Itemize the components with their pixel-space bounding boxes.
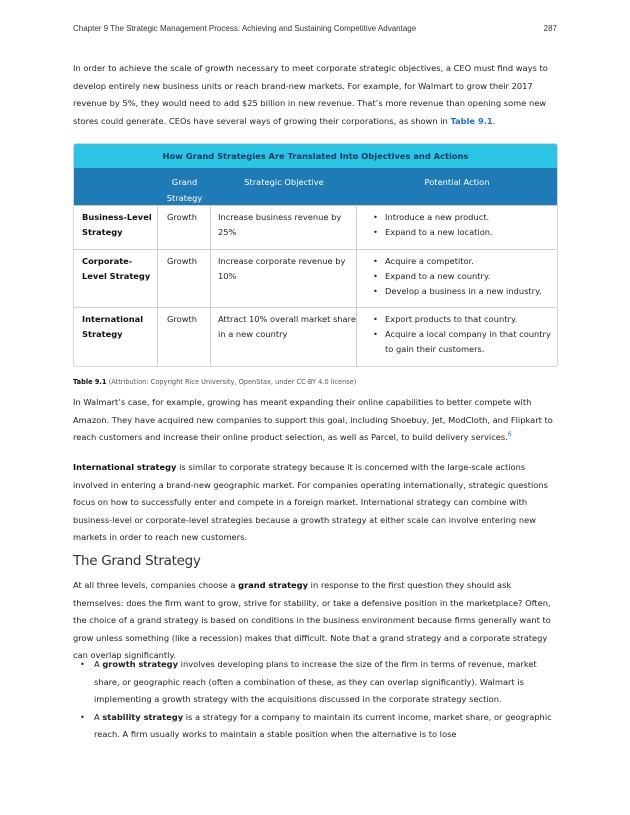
footnote-link[interactable]: 6 [507, 431, 512, 439]
action-item: • Expand to a new location. [373, 225, 557, 240]
page-number: 287 [543, 24, 557, 33]
row-actions [357, 206, 557, 249]
grand-strategy-text-before: At all three levels, companies choose a [73, 580, 239, 590]
intro-paragraph [73, 60, 559, 130]
international-term: International strategy [73, 462, 177, 472]
bullet-prefix: A [94, 711, 103, 722]
action-item: • Expand to a new country. [373, 269, 557, 284]
bullet-term: growth strategy [102, 659, 179, 669]
international-paragraph [73, 459, 559, 547]
intro-text: In order to achieve the scale of growth necessary to meet corporate strategic objectives, a CEO must find ways to develop entirely new business units or reach brand-new markets. For example, for Walmart to grow their 2017 revenue by 5%, they would need to add $25 billion in new revenue. That’s more revenue than opening some new stores could generate. CEOs have several ways of growing their corporations, as shown in [73, 63, 548, 126]
grand-strategy-paragraph [73, 577, 559, 665]
header-potential-action: Potential Action [424, 177, 490, 187]
table-header-row [74, 168, 557, 205]
row-objective: Increase corporate revenue by 10% [211, 250, 357, 307]
grand-strategy-text-after: in response to the first question they should ask themselves: does the firm want to grow, strive for stability, or take a defensive position in the marketplace? Often, the choice of a grand strategy is based on conditions in the business environment because firms generally want to grow unless something (like a recession) makes that difficult. Note that a grand strategy and a corporate strategy can overlap significantly. [73, 580, 551, 661]
list-item [80, 709, 560, 744]
row-grand-strategy: Growth [158, 308, 211, 366]
chapter-title: Chapter 9 The Strategic Management Process: Achieving and Sustaining Competitive Advantage [73, 24, 417, 33]
bullet-text: involves developing plans to increase the size of the firm in terms of revenue, market share, or geographic reach (often a combination of these, as they can overlap significantly). Walmart is implementing a growth strategy with the acquisitions discussed in the corporate strategy section. [94, 659, 537, 705]
row-actions [357, 308, 557, 366]
action-item: • Acquire a competitor. [373, 254, 557, 269]
strategy-bullet-list [80, 656, 560, 744]
action-item: • Develop a business in a new industry. [373, 284, 557, 299]
row-objective: Attract 10% overall market share in a new country [211, 308, 357, 366]
header-strategic-objective: Strategic Objective [244, 177, 324, 187]
row-grand-strategy: Growth [158, 206, 211, 249]
walmart-paragraph [73, 394, 559, 447]
table-caption-attribution: (Attribution: Copyright Rice University, OpenStax, under CC-BY 4.0 license) [108, 378, 357, 386]
row-grand-strategy: Growth [158, 250, 211, 307]
row-objective: Increase business revenue by 25% [211, 206, 357, 249]
bullet-term: stability strategy [102, 711, 184, 722]
table-row [74, 205, 557, 249]
list-item [80, 656, 560, 709]
table-caption [73, 378, 356, 386]
header-level [74, 168, 158, 205]
table-row [74, 249, 557, 307]
international-text: is similar to corporate strategy because it is concerned with the large-scale actions involved in entering a brand-new geographic market. For companies operating internationally, strategic questions focus on how to successfully enter and compete in a foreign market. International strategy can combine with business-level or corporate-level strategies because a growth strategy at either scale can involve entering new markets in order to reach new customers. [73, 462, 548, 543]
walmart-text: In Walmart’s case, for example, growing has meant expanding their online capabilities to better compete with Amazon. They have acquired new companies to support this goal, including Shoebuy, Jet, ModCloth, and Flipkart to reach customers and increase their online product selection, as well as Parcel, to build delivery services. [73, 397, 553, 443]
strategy-table [73, 143, 558, 367]
action-item: • Introduce a new product. [373, 210, 557, 225]
grand-strategy-term: grand strategy [238, 580, 309, 590]
row-level: Corporate-Level Strategy [74, 250, 158, 307]
table-row [74, 307, 557, 366]
action-item: • Acquire a local company in that country to gain their customers. [373, 327, 557, 357]
section-heading: The Grand Strategy [73, 553, 201, 569]
row-level: Business-Level Strategy [74, 206, 158, 249]
bullet-prefix: A [94, 659, 103, 669]
row-level: International Strategy [74, 308, 158, 366]
action-item: • Export products to that country. [373, 312, 557, 327]
running-header [73, 24, 557, 33]
row-actions [357, 250, 557, 307]
table-reference-link[interactable]: Table 9.1 [450, 115, 493, 126]
header-grand-strategy: Grand Strategy [166, 177, 203, 203]
table-caption-label: Table 9.1 [73, 378, 107, 386]
intro-end: . [492, 115, 496, 126]
table-title: How Grand Strategies Are Translated Into Objectives and Actions [74, 144, 557, 168]
bullet-text: is a strategy for a company to maintain its current income, market share, or geographic reach. A firm usually works to maintain a stable position when the alternative is to lose [94, 711, 552, 740]
